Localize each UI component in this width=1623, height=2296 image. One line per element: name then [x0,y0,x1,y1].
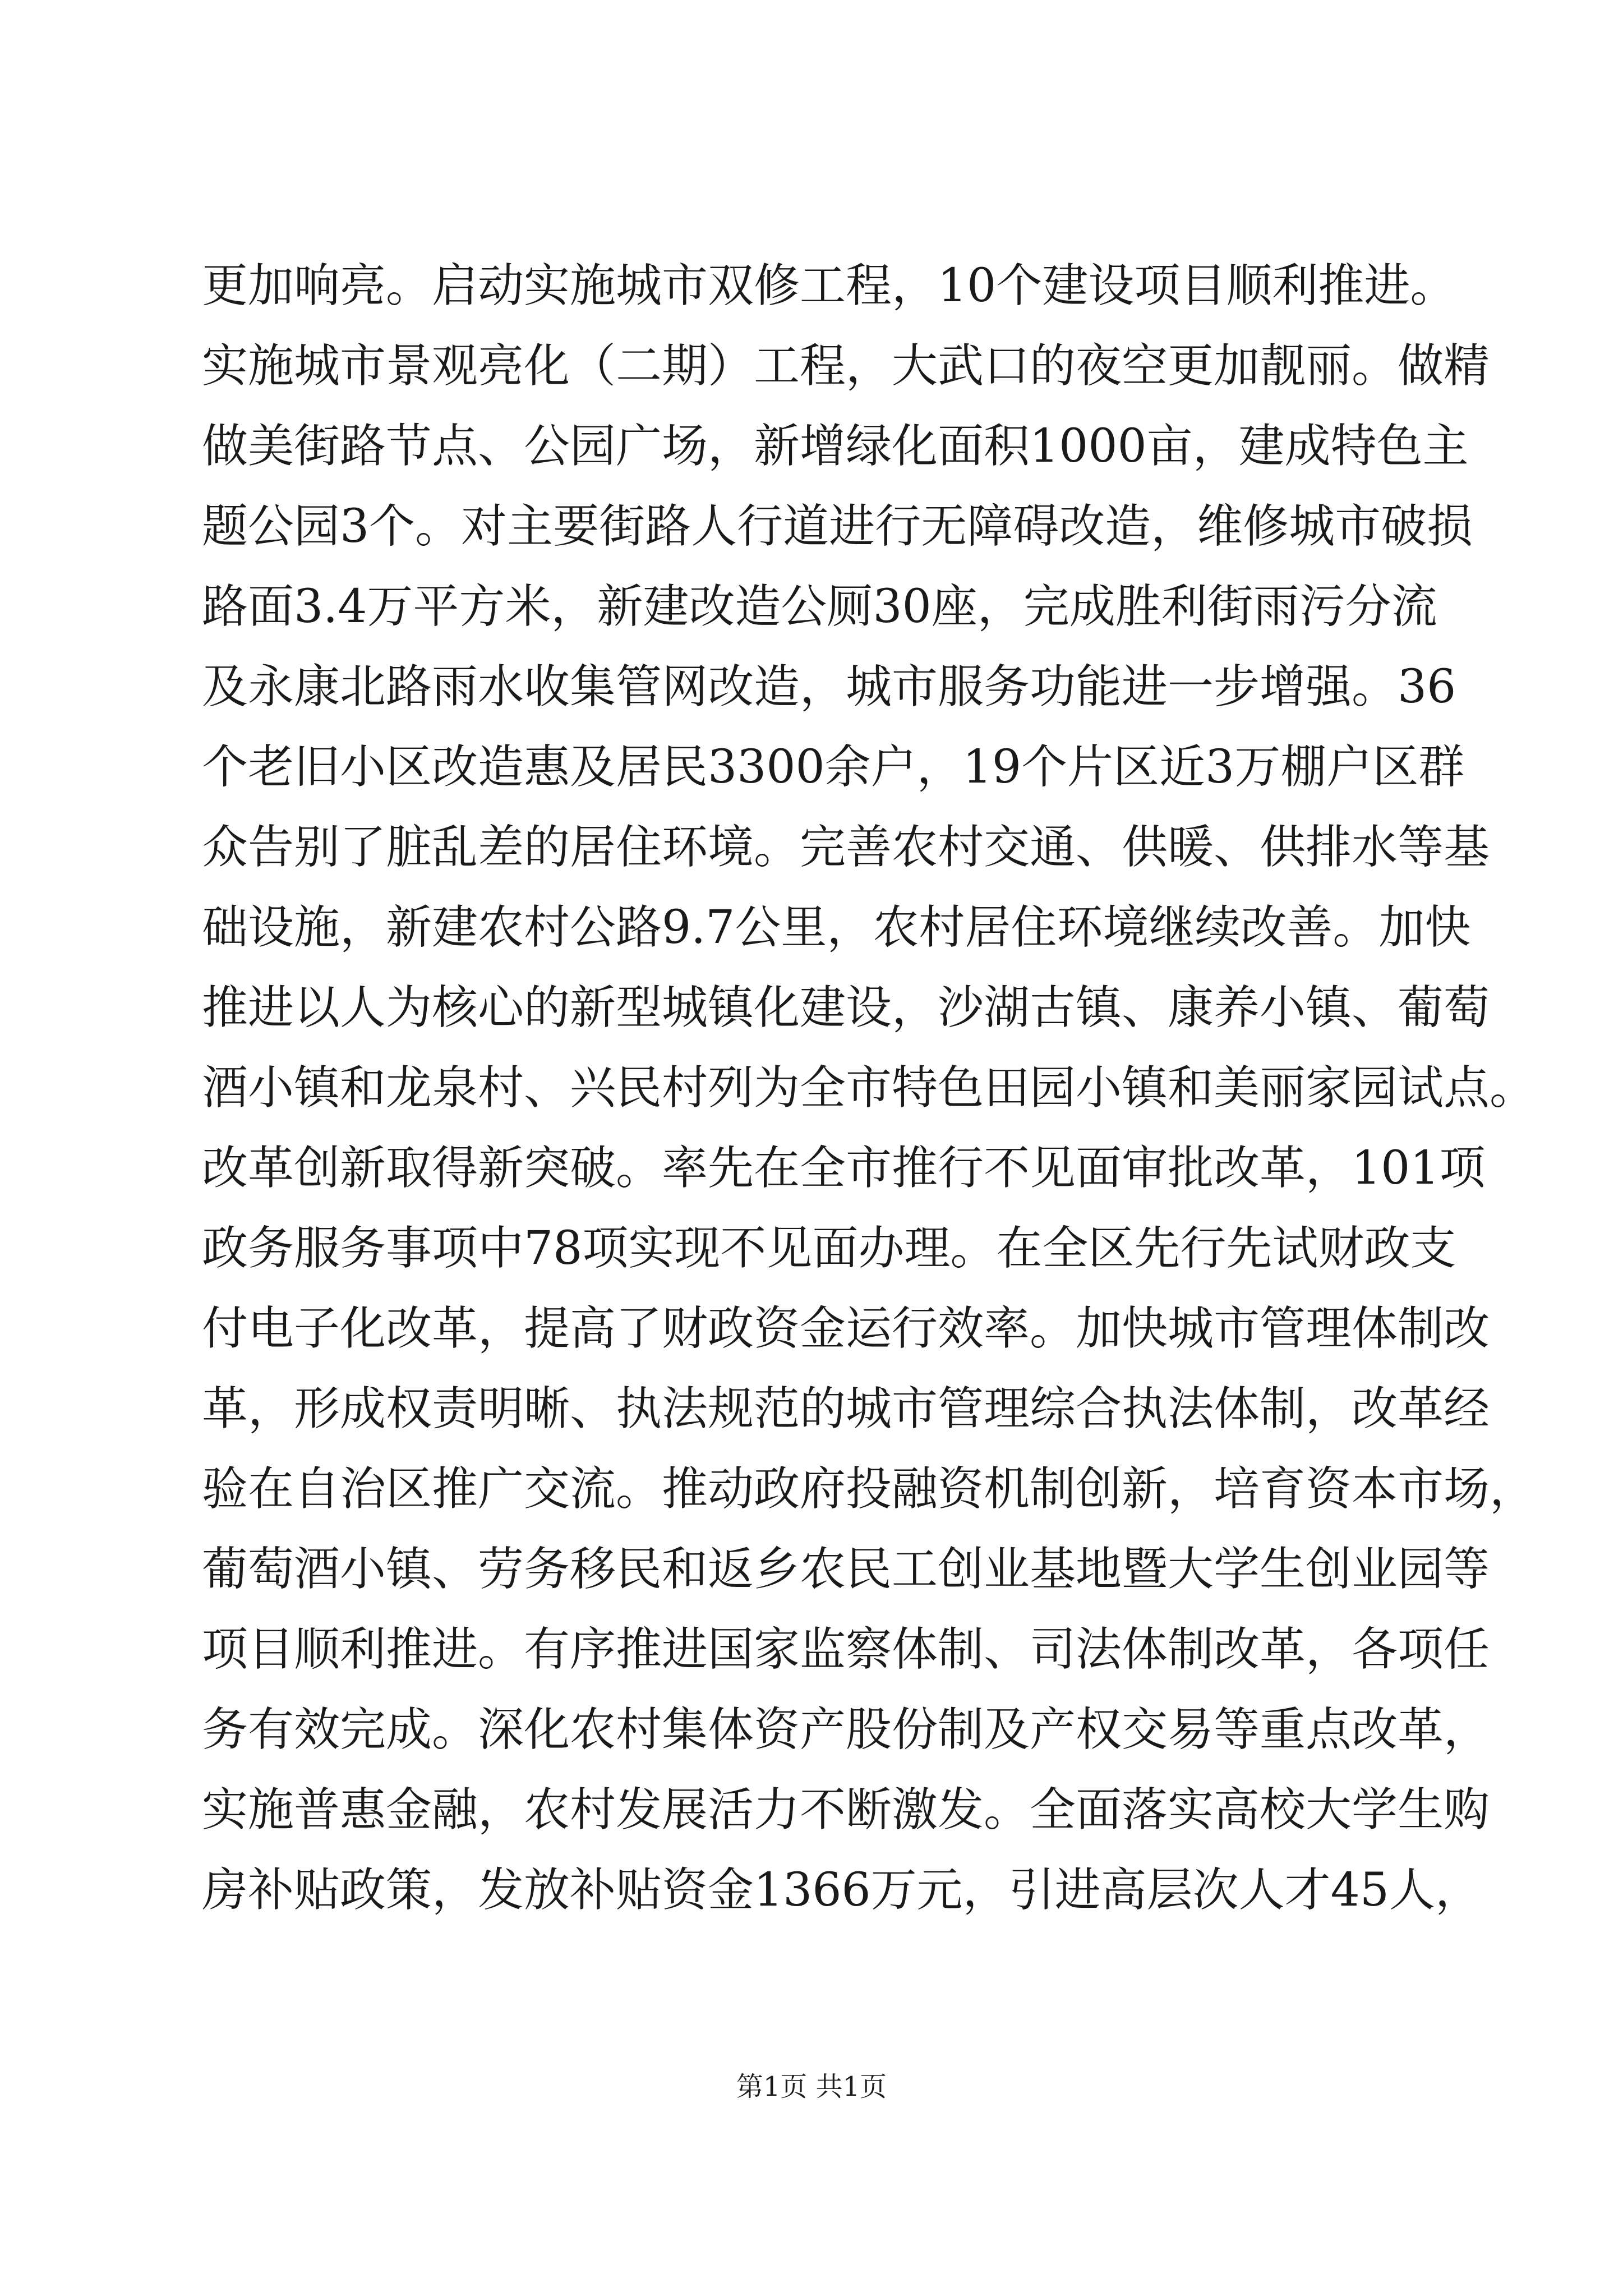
body-line: 实施普惠金融，农村发展活力不断激发。全面落实高校大学生购 [202,1783,1490,1837]
body-line: 付电子化改革，提高了财政资金运行效率。加快城市管理体制改 [202,1302,1490,1355]
body-line: 众告别了脏乱差的居住环境。完善农村交通、供暖、供排水等基 [202,821,1490,874]
body-line: 题公园3个。对主要街路人行道进行无障碍改造，维修城市破损 [202,500,1473,553]
body-line: 推进以人为核心的新型城镇化建设，沙湖古镇、康养小镇、葡萄 [202,981,1490,1034]
page-number-footer: 第1页 共1页 [736,2071,887,2102]
body-line: 验在自治区推广交流。推动政府投融资机制创新，培育资本市场， [202,1462,1536,1516]
body-line: 路面3.4万平方米，新建改造公厕30座，完成胜利街雨污分流 [202,580,1437,633]
body-line: 更加响亮。启动实施城市双修工程，10个建设项目顺利推进。 [202,259,1456,312]
body-line: 础设施，新建农村公路9.7公里，农村居住环境继续改善。加快 [202,901,1471,954]
body-line: 务有效完成。深化农村集体资产股份制及产权交易等重点改革， [202,1703,1490,1756]
body-line: 改革创新取得新突破。率先在全市推行不见面审批改革，101项 [202,1142,1486,1195]
body-line: 及永康北路雨水收集管网改造，城市服务功能进一步增强。36 [202,660,1456,714]
body-line: 实施城市景观亮化（二期）工程，大武口的夜空更加靓丽。做精 [202,339,1490,393]
body-line: 政务服务事项中78项实现不见面办理。在全区先行先试财政支 [202,1222,1456,1275]
body-line: 房补贴政策，发放补贴资金1366万元，引进高层次人才45人， [202,1864,1482,1917]
body-line: 个老旧小区改造惠及居民3300余户，19个片区近3万棚户区群 [202,740,1465,794]
body-line: 项目顺利推进。有序推进国家监察体制、司法体制改革，各项任 [202,1623,1490,1676]
body-line: 革，形成权责明晰、执法规范的城市管理综合执法体制，改革经 [202,1382,1490,1435]
body-line: 酒小镇和龙泉村、兴民村列为全市特色田园小镇和美丽家园试点。 [202,1061,1536,1115]
body-line: 葡萄酒小镇、劳务移民和返乡农民工创业基地暨大学生创业园等 [202,1543,1490,1596]
body-line: 做美街路节点、公园广场，新增绿化面积1000亩，建成特色主 [202,420,1469,473]
